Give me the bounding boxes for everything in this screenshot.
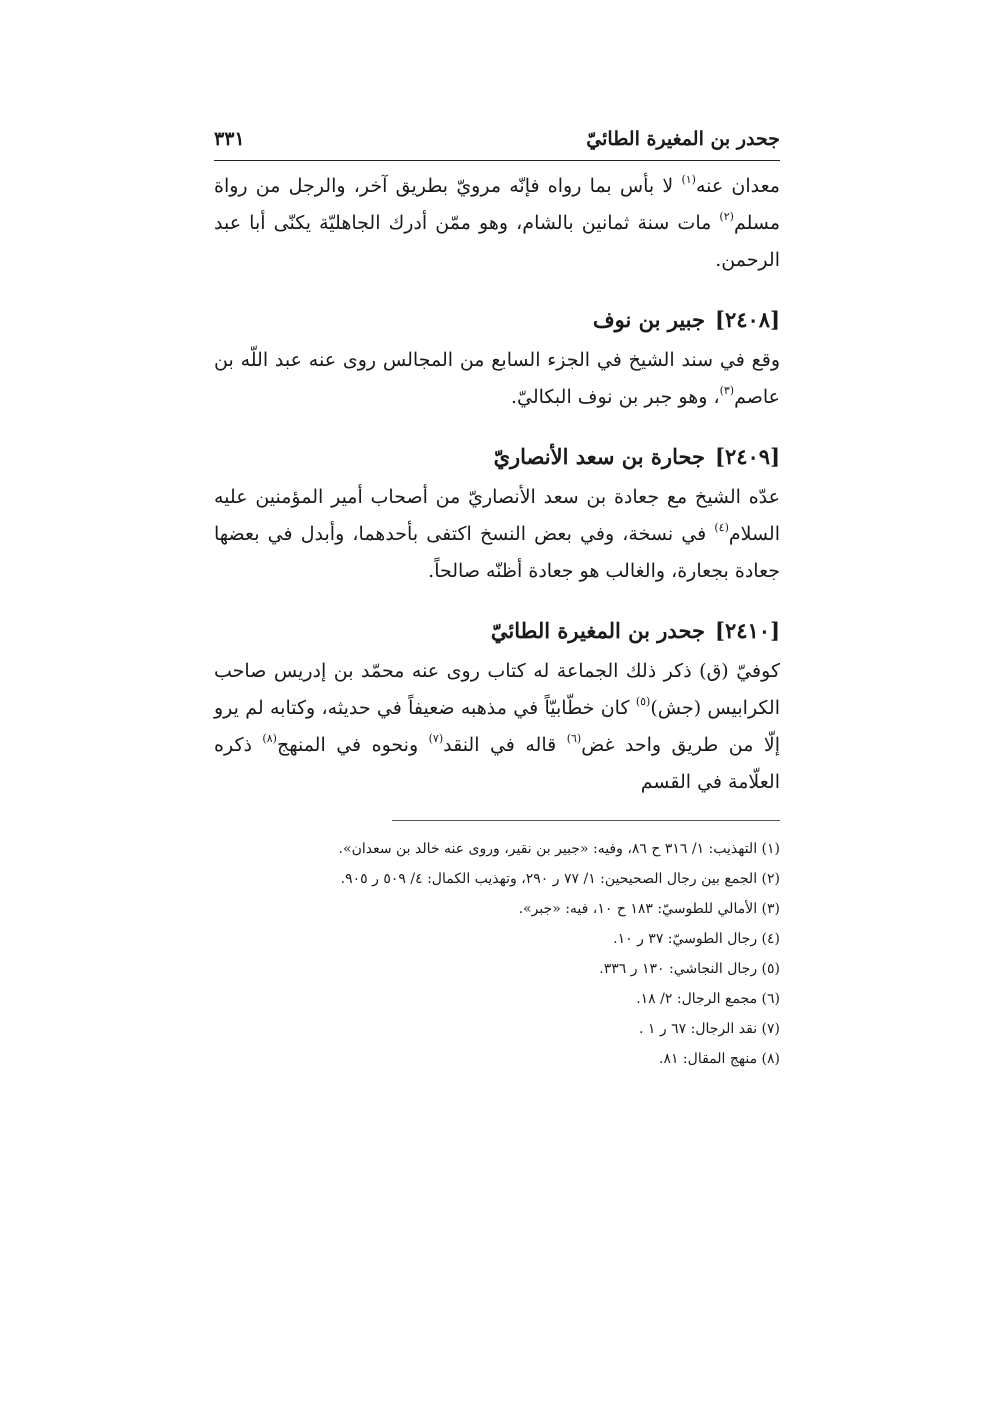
footnote-divider	[392, 820, 780, 821]
entry-number: [٢٤١٠]	[715, 618, 780, 643]
footnote-ref: (٥)	[635, 695, 651, 708]
text-run: كان خطّابيّاً في مذهبه ضعيفاً في حديثه، وكتابه لم يرو إلّا من طريق واحد غض	[214, 697, 781, 756]
entry-heading	[214, 590, 780, 653]
text-run: لا بأس بما رواه فإنّه مرويّ بطريق آخر، والرجل من رواة مسلم	[214, 175, 780, 234]
entry-paragraph	[214, 653, 780, 801]
text-run: مات سنة ثمانين بالشام، وهو ممّن أدرك الجاهليّة يكنّى أبا عبد الرحمن.	[214, 212, 780, 271]
page-number: ٣٣١	[214, 128, 245, 150]
footnote-ref: (٦)	[566, 732, 582, 745]
entry-paragraph	[214, 342, 780, 416]
footnote-ref: (٣)	[719, 384, 735, 397]
footnote: (٨) منهج المقال: ٨١.	[658, 1051, 780, 1067]
entry-number: [٢٤٠٩]	[715, 444, 780, 469]
footnote: (٢) الجمع بين رجال الصحيحين: ١/ ٧٧ ر ٢٩٠، وتهذيب الكمال: ٤/ ٥٠٩ ر ٩٠٥.	[340, 871, 780, 887]
page-header	[214, 124, 780, 161]
text-run: ، وهو جبر بن نوف البكاليّ.	[510, 386, 720, 408]
footnote: (٣) الأمالي للطوسيّ: ١٨٣ ح ١٠، فيه: «جبر».	[518, 901, 780, 917]
footnote-ref: (١)	[681, 173, 696, 186]
footnote-ref: (٧)	[428, 732, 444, 745]
text-run: عدّه الشيخ مع جعادة بن سعد الأنصاريّ من أصحاب أمير المؤمنين عليه السلام	[214, 486, 780, 545]
entry-paragraph	[214, 479, 780, 590]
footnote-ref: (٤)	[714, 521, 729, 534]
entry-number: [٢٤٠٨]	[715, 307, 780, 332]
entry-heading	[214, 279, 780, 342]
footnote: (٦) مجمع الرجال: ٢/ ١٨.	[636, 991, 780, 1007]
text-run: ونحوه في المنهج	[276, 734, 429, 756]
text-run: وقع في سند الشيخ في الجزء السابع من المجالس روى عنه عبد اللّه بن عاصم	[214, 349, 780, 408]
footnote-ref: (٨)	[262, 732, 277, 745]
running-title: جحدر بن المغيرة الطائيّ	[586, 128, 780, 150]
entry-name: جبير بن نوف	[592, 307, 705, 332]
footnotes	[214, 834, 780, 1074]
entry-name: جحدر بن المغيرة الطائيّ	[490, 618, 705, 643]
entry-name: جحارة بن سعد الأنصاريّ	[493, 444, 705, 469]
footnote: (٤) رجال الطوسيّ: ٣٧ ر ١٠.	[613, 931, 780, 947]
footnote: (٥) رجال النجاشي: ١٣٠ ر ٣٣٦.	[599, 961, 780, 977]
text-run: في نسخة، وفي بعض النسخ اكتفى بأحدهما، وأبدل في بعضها جعادة بجعارة، والغالب هو جعادة أظنّه صالحاً.	[214, 523, 780, 582]
text-run: كوفيّ (ق) ذكر ذلك الجماعة له كتاب روى عنه محمّد بن إدريس صاحب الكرابيس (جش)	[214, 660, 780, 719]
text-run: قاله في النقد	[443, 734, 567, 756]
main-text	[214, 168, 780, 801]
footnote-ref: (٢)	[719, 210, 734, 223]
footnote: (١) التهذيب: ١/ ٣١٦ ح ٨٦، وفيه: «جبير بن نقير، وروى عنه خالد بن سعدان».	[338, 841, 780, 857]
continuation-paragraph	[214, 168, 780, 279]
footnote: (٧) نقد الرجال: ٦٧ ر ١ .	[639, 1021, 780, 1037]
text-run: معدان عنه	[695, 175, 780, 197]
text-run: ذكره العلّامة في القسم	[214, 734, 780, 793]
entry-heading	[214, 416, 780, 479]
